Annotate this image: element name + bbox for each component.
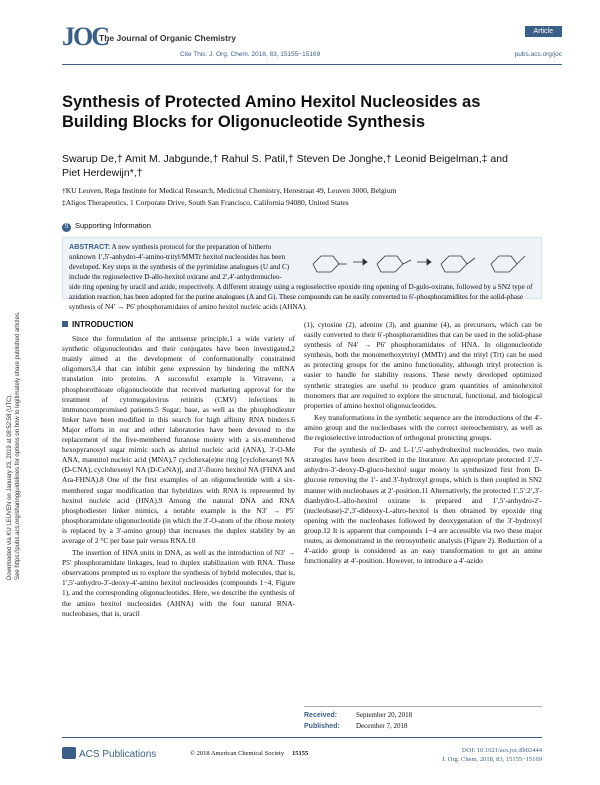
journal-website-link[interactable]: pubs.acs.org/joc xyxy=(514,51,562,58)
author-list[interactable]: Swarup De,† Amit M. Jabgunde,† Rahul S. Patil,† Steven De Jonghe,† Leonid Beigelman,‡ and Piet Herdewijn*,† xyxy=(62,153,508,179)
citation: J. Org. Chem. 2018, 83, 15155−15169 xyxy=(442,756,542,763)
abstract-label: ABSTRACT: xyxy=(69,242,111,251)
intro-paragraph: For the synthesis of D- and L-1′,5′-anhydrohexitol nucleosides, two main strategies have been described in the literature. An appropriate protected 1′,5′-anhydro-3′-deoxy-D-gluco-hexitol sugar moiety is synthesized first from D-glucose removing the 1′- and 3′-hydroxyl groups, which is then coupled in SN2 manner with nucleobases at 2′-position.11 Alternatively, the protected 1′,5′:2′,3′-dianhydro-L-allo-hexitol oxirane is prepared and 1′,5′-anhydro-2′-(nucleobase)-2′,3′-dideoxy-L-altro-hexitol is then obtained by epoxide ring opening with the nucleobases followed by deoxygenation of the 3′-hydroxyl group.12 It is apparent that compounds 1−4 are accessible via two these major routes, as demonstrated in the retrosynthetic analysis (Figure 2). Reduction of a 4′-azido group is considered as an easy transformation to get an amine functionality at 4′-position. However, to introduce a 4′-azido xyxy=(304,445,542,566)
intro-paragraph: (1), cytosine (2), adenine (3), and guanine (4), as precursors, which can be easily converted to their 6′-phosphoramidites that can be used in the solid-phase synthesis of N4′ → P6′ phosphoramidates of HNA. In oligonucleotide synthesis, both the monomethoxytrityl (MMTr) and the trityl (Trt) can be used as protecting groups for the amino functionality, although trityl protection is easier to handle for stability reasons. These newly developed optimized synthetic strategies are useful to produce gram quantities of aminohexitol monomers that are required to explore the structural, functional, and biological properties of amino hexitol oligonucleotides. xyxy=(304,320,542,410)
left-column xyxy=(62,320,295,621)
intro-paragraph: Since the formulation of the antisense principle,1 a wide variety of synthetic oligonucleotides and their conjugates have been investigated,2 mainly aimed at the development of conformationally constrained oligomers3,4 that can inhibit gene expression by hindering the mRNA translation into proteins. A successful example is Vitravene, a phosphorothioate oligonucleotide that received marketing approval for the treatment of cytomegalovirus retinitis (CMV) infections in immunocompromised patients.5 Sugar, base, as well as the phosphodiester linker have been modified in this search for high affinity RNA binders.6 Major efforts in our and other laboratories have been devoted to the replacement of the five-membered furanose moiety with a six-membered hexopyranosyl sugar mimic such as altritol nucleic acid (ANA), 3′-O-Me ANA, mannitol nucleic acid (MNA),7 cyclohexa(e)ne ring [cyclohexanyl NA (D-CNA), cyclohexenyl NA (D-CeNA)], and 3′-fluoro hexitol NA (FHNA and Ara-FHNA).8 One of the first examples of an oligonucleotide with a six-membered sugar modification that hybridizes with RNA is represented by hexitol nucleic acid (HNA).9 Among the natural DNA and RNA phosphodiester linker mimics, a notable example is the N3′ → P5′ phosphoramidate oligonucleotide (in which the 3′-O-atom of the ribose moiety is replaced by a 3′-amino group) that increases the duplex stability by an average of 2 °C per base pair versus RNA.10 xyxy=(62,334,295,545)
toc-graphic xyxy=(305,242,537,282)
doi-link[interactable]: DOI: 10.1021/acs.joc.8b02444 xyxy=(461,747,542,754)
received-label: Received: xyxy=(304,712,338,719)
published-label: Published: xyxy=(304,723,340,730)
doi-block[interactable] xyxy=(442,746,542,764)
article-title: Synthesis of Protected Amino Hexitol Nucleosides as Building Blocks for Oligonucleotide Synthesis xyxy=(62,93,481,131)
page-footer xyxy=(62,737,542,768)
supporting-information-link[interactable] xyxy=(62,221,151,232)
article-dates xyxy=(304,706,542,732)
download-notice xyxy=(0,180,26,600)
published-value: December 7, 2018 xyxy=(356,722,408,730)
page-number: 15155 xyxy=(292,750,309,757)
header-rule xyxy=(62,64,562,65)
supporting-info-label: Supporting Information xyxy=(75,221,151,230)
journal-header xyxy=(62,18,562,88)
published-date xyxy=(304,721,542,732)
received-date xyxy=(304,710,542,721)
intro-paragraph: Key transformations in the synthetic sequence are the introductions of the 4′-amino group and the nucleobases with the correct stereochemistry, as well as the regioselective introduction of orthogonal protecting groups. xyxy=(304,412,542,443)
journal-name: The Journal of Organic Chemistry xyxy=(99,33,236,43)
publisher-name: ACS Publications xyxy=(79,749,157,760)
affiliations xyxy=(62,185,542,209)
section-marker-icon xyxy=(62,321,68,327)
cite-this-link[interactable]: Cite This: J. Org. Chem. 2018, 83, 15155−15169 xyxy=(180,51,321,58)
supporting-info-icon: S xyxy=(62,223,71,232)
article-badge: Article xyxy=(525,26,562,37)
intro-paragraph: The insertion of HNA units in DNA, as well as the introduction of N3′ → P5′ phosphoramidate linkages, lead to duplex stabilization with RNA. These observations prompted us to explore the synthesis of hybrid molecules, that is, 1′,5′-anhydro-3′-deoxy-4′-amino hexitol nucleosides (compounds 1−4, Figure 1), and the corresponding oligonucleotides. Here, we describe the synthesis of the amino hexitol nucleosides (AHNA) with the four natural RNA-nucleobases, that is, uracil xyxy=(62,548,295,618)
copyright: © 2018 American Chemical Society xyxy=(190,750,285,757)
affiliation-2: ‡Aligos Therapeutics, 1 Corporate Drive, South San Francisco, California 94080, United States xyxy=(62,198,349,207)
affiliation-1: †KU Leuven, Rega Institute for Medical Research, Medicinal Chemistry, Herestraat 49, Leuven 3000, Belgium xyxy=(62,186,397,195)
right-column xyxy=(304,320,542,568)
abstract-text-2: side ring opening by uracil and azide, respectively. A different strategy using a regioselective epoxide ring opening of D-gulo-oxirane, followed by a SN2 type of azidation reaction, has been adopted for the purine analogues (A and G). These compounds can be easily converted to 6′-phosphoramidites for the solid-phase synthesis of N4′ → P6′ phosphoramidates of amino hexitol nucleic acids (AHNA). xyxy=(69,283,533,311)
section-heading-introduction xyxy=(62,320,295,330)
section-heading-label: INTRODUCTION xyxy=(72,320,134,329)
abstract-box xyxy=(62,237,542,311)
abstract-body-1: A new synthesis protocol for the preparation of hitherto unknown 1′,5′-anhydro-4′-amino-trityl/MMTr hexitol nucleosides has been developed. Key steps in the synthesis of the pyrimidine analogues (U and C) include the regioselective D-allo-hexitol oxirane and 2′,4′-anhydronucleo- xyxy=(69,243,290,281)
received-value: September 20, 2018 xyxy=(356,711,413,719)
abstract-text-1 xyxy=(69,242,297,282)
download-notice-line: Downloaded via KU LEUVEN on January 23, 2019 at 08:52:58 (UTC). xyxy=(7,393,13,580)
sharing-guidelines-line[interactable]: See https://pubs.acs.org/sharingguidelines for options on how to legitimately share published articles. xyxy=(15,311,21,580)
acs-publications-logo[interactable] xyxy=(62,747,156,760)
acs-logo-icon xyxy=(62,747,76,759)
journal-logo: JOC xyxy=(62,22,108,51)
